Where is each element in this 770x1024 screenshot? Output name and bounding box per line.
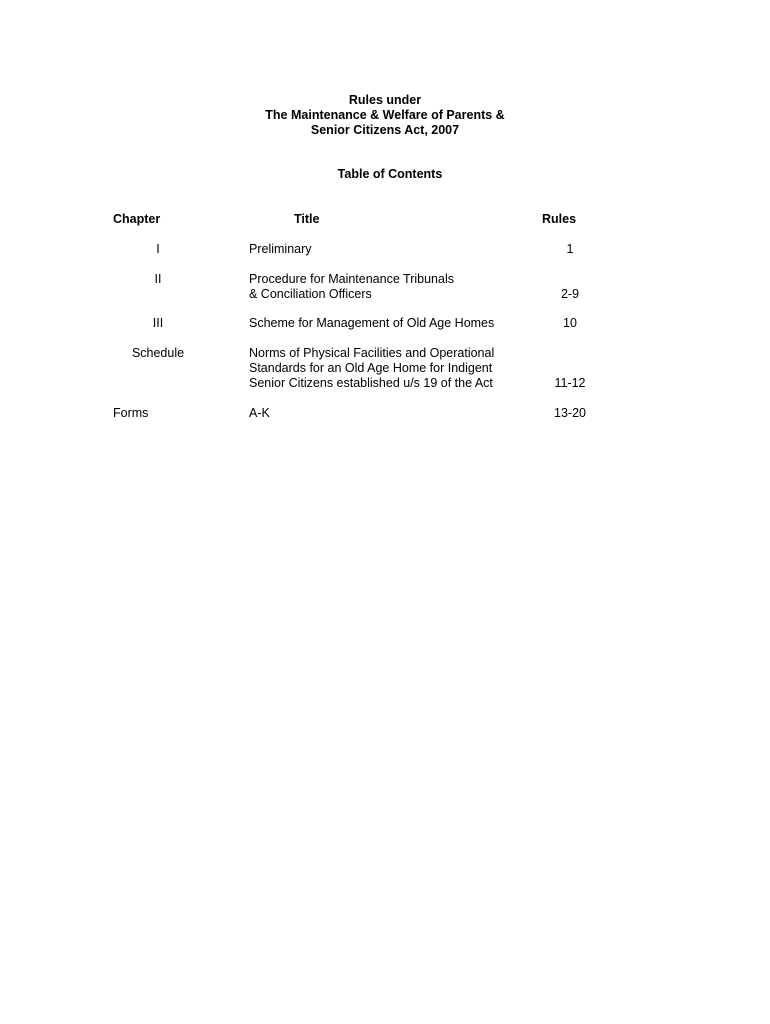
toc-row-rules: 13-20	[554, 406, 586, 420]
toc-row-title	[249, 242, 519, 257]
toc-row-title-line: Standards for an Old Age Home for Indigent	[249, 361, 493, 375]
toc-row-title-line: A-K	[249, 406, 270, 420]
toc-heading: Table of Contents	[337, 167, 443, 181]
toc-row-title-line: Norms of Physical Facilities and Operational	[249, 346, 495, 360]
document-title	[0, 93, 770, 138]
column-header-chapter: Chapter	[113, 212, 161, 226]
toc-row-chapter: Forms	[113, 406, 149, 420]
toc-row-rules: 10	[563, 316, 577, 330]
title-line-2: The Maintenance & Welfare of Parents &	[265, 108, 505, 122]
toc-row-rules: 11-12	[554, 376, 586, 390]
column-header-rules: Rules	[542, 212, 577, 226]
toc-row-title	[249, 272, 519, 302]
toc-row-chapter: I	[156, 242, 160, 256]
toc-row-title-line: Procedure for Maintenance Tribunals	[249, 272, 454, 286]
toc-row-title	[249, 316, 519, 331]
toc-row-title-line: Scheme for Management of Old Age Homes	[249, 316, 495, 330]
toc-row-title	[249, 406, 519, 421]
toc-row-chapter: II	[154, 272, 162, 286]
title-line-3: Senior Citizens Act, 2007	[310, 123, 460, 137]
title-line-1: Rules under	[348, 93, 422, 107]
toc-row-title-line: Senior Citizens established u/s 19 of the Act	[249, 376, 493, 390]
toc-row-rules: 1	[566, 242, 574, 256]
toc-row-title-line: & Conciliation Officers	[249, 287, 372, 301]
toc-row-title-line: Preliminary	[249, 242, 312, 256]
toc-row-chapter: Schedule	[131, 346, 185, 360]
toc-row-chapter: III	[152, 316, 164, 330]
toc-row-title	[249, 346, 519, 391]
column-header-title: Title	[294, 212, 320, 226]
toc-row-rules: 2-9	[560, 287, 580, 301]
